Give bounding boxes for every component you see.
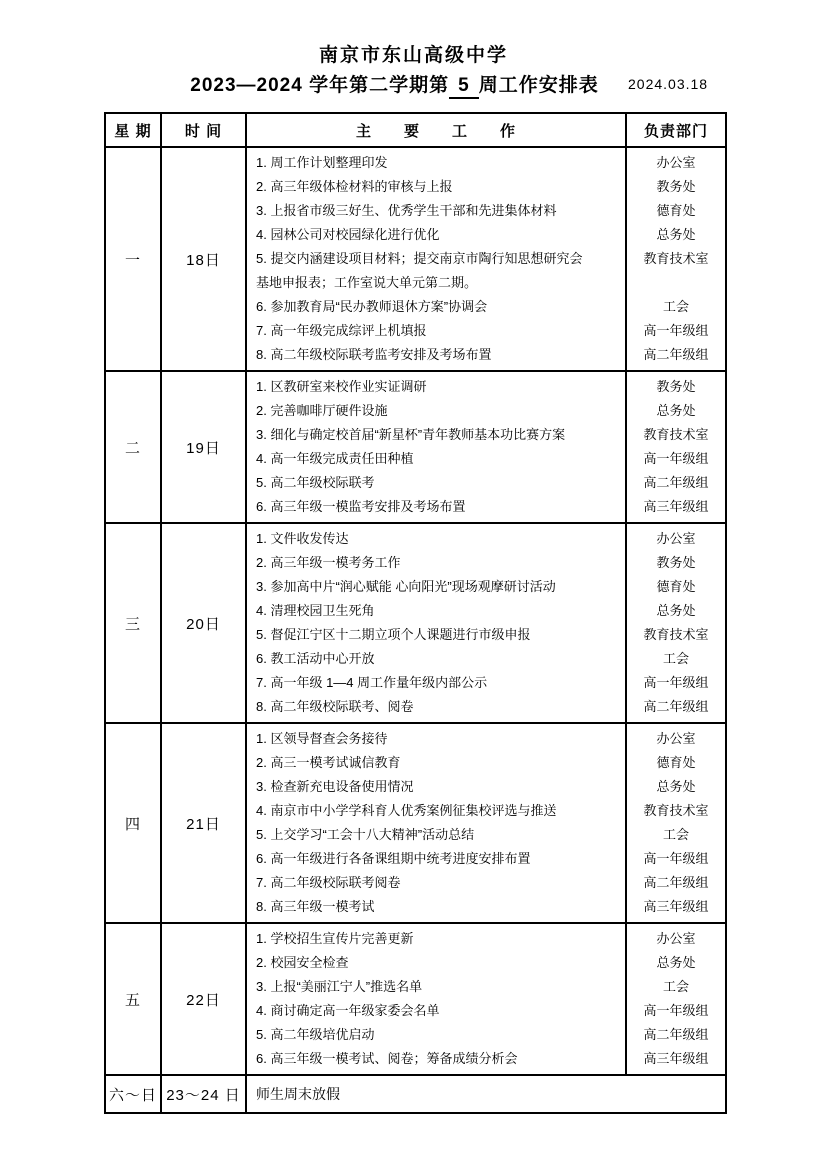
time-cell: 21日 [161,723,246,923]
dept-label: 德育处 [656,755,696,770]
dept-label: 高一年级组 [643,851,709,866]
dept-label: 办公室 [656,155,696,170]
weekday-cell: 五 [105,923,161,1075]
dept-cell [626,923,726,1075]
work-item: 1. 文件收发传达 [256,531,349,546]
subtitle-prefix: 2023—2024 学年第二学期第 [190,75,450,96]
dept-label: 高二年级组 [643,475,709,490]
dept-label: 高二年级组 [643,1027,709,1042]
dept-label: 高一年级组 [643,675,709,690]
day-row [105,371,726,523]
dept-label: 工会 [662,651,689,666]
dept-label: 高二年级组 [643,875,709,890]
work-item: 2. 校园安全检查 [256,955,349,970]
dept-label: 教务处 [656,379,696,394]
day-row [105,923,726,1075]
work-item: 3. 上报省市级三好生、优秀学生干部和先进集体材料 [256,203,557,218]
weekday-cell: 二 [105,371,161,523]
dept-label: 高二年级组 [643,699,709,714]
work-item: 1. 区领导督查会务接待 [256,731,388,746]
work-cell [246,923,626,1075]
work-item: 7. 高一年级 1—4 周工作量年级内部公示 [256,675,488,690]
dept-label: 总务处 [656,603,696,618]
weekday-cell: 四 [105,723,161,923]
dept-label: 总务处 [656,955,696,970]
dept-label: 高三年级组 [643,499,709,514]
dept-label: 高一年级组 [643,1003,709,1018]
weekday-cell: 一 [105,147,161,371]
dept-label: 总务处 [656,403,696,418]
doc-title: 南京市东山高级中学 [318,45,508,66]
col-header-weekday: 星 期 [105,113,161,147]
work-item: 1. 区教研室来校作业实证调研 [256,379,427,394]
work-item: 3. 检查新充电设备使用情况 [256,779,414,794]
work-cell [246,147,626,371]
dept-label: 教育技术室 [643,427,709,442]
col-header-work: 主 要 工 作 [246,113,626,147]
dept-label: 德育处 [656,579,696,594]
work-item: 2. 高三年级一模考务工作 [256,555,401,570]
work-cell [246,523,626,723]
work-item: 8. 高三年级一模考试 [256,899,375,914]
dept-label: 教育技术室 [643,251,709,266]
dept-label: 教育技术室 [643,627,709,642]
day-row [105,523,726,723]
col-header-dept: 负责部门 [626,113,726,147]
dept-cell [626,371,726,523]
dept-label: 教务处 [656,555,696,570]
dept-label: 高一年级组 [643,323,709,338]
dept-label: 工会 [662,299,689,314]
time-cell: 20日 [161,523,246,723]
work-item: 4. 高一年级完成责任田种植 [256,451,414,466]
dept-label: 高二年级组 [643,347,709,362]
weekday-cell: 三 [105,523,161,723]
work-item: 1. 周工作计划整理印发 [256,155,388,170]
dept-cell [626,523,726,723]
work-item: 1. 学校招生宣传片完善更新 [256,931,414,946]
work-item: 8. 高二年级校际联考监考安排及考场布置 [256,347,492,362]
weekend-row [105,1075,726,1113]
work-item: 4. 南京市中小学学科育人优秀案例征集校评选与推送 [256,803,557,818]
dept-cell [626,147,726,371]
work-schedule-table [104,112,727,1114]
work-item: 2. 高三年级体检材料的审核与上报 [256,179,453,194]
col-header-time: 时 间 [161,113,246,147]
work-item: 基地申报表；工作室说大单元第二期。 [256,275,478,290]
dept-label [627,271,725,295]
time-cell: 18日 [161,147,246,371]
day-row [105,147,726,371]
doc-date: 2024.03.18 [628,76,709,92]
time-cell: 22日 [161,923,246,1075]
dept-label: 高一年级组 [643,451,709,466]
work-item: 3. 参加高中片“润心赋能 心向阳光”现场观摩研讨活动 [256,579,556,594]
dept-label: 办公室 [656,531,696,546]
dept-cell [626,723,726,923]
work-item: 3. 上报“美丽江宁人”推选名单 [256,979,423,994]
work-item: 3. 细化与确定校首届“新星杯”青年教师基本功比赛方案 [256,427,566,442]
work-item: 5. 督促江宁区十二期立项个人课题进行市级申报 [256,627,531,642]
dept-label: 教育技术室 [643,803,709,818]
week-number: 5 [449,75,479,99]
dept-label: 办公室 [656,931,696,946]
work-cell [246,723,626,923]
work-item: 5. 提交内涵建设项目材料；提交南京市陶行知思想研究会 [256,251,583,266]
work-item: 6. 高三年级一模监考安排及考场布置 [256,499,466,514]
work-cell [246,371,626,523]
dept-label: 高三年级组 [643,899,709,914]
table-body [105,147,726,1113]
work-item: 5. 高二年级校际联考 [256,475,375,490]
header-row [105,113,726,147]
work-item: 6. 教工活动中心开放 [256,651,375,666]
dept-label: 总务处 [656,779,696,794]
dept-label: 教务处 [656,179,696,194]
dept-label: 总务处 [656,227,696,242]
dept-label: 德育处 [656,203,696,218]
time-cell: 23～24 日 [161,1075,246,1113]
dept-label: 高三年级组 [643,1051,709,1066]
work-item: 5. 上交学习“工会十八大精神”活动总结 [256,827,475,842]
dept-label: 办公室 [656,731,696,746]
dept-label: 工会 [662,827,689,842]
work-item: 6. 高三年级一模考试、阅卷；筹备成绩分析会 [256,1051,518,1066]
work-item: 7. 高二年级校际联考阅卷 [256,875,401,890]
work-item: 8. 高二年级校际联考、阅卷 [256,699,414,714]
dept-label: 工会 [662,979,689,994]
weekday-cell: 六～日 [105,1075,161,1113]
weekend-note-cell: 师生周末放假 [246,1075,726,1113]
work-item: 2. 完善咖啡厅硬件设施 [256,403,388,418]
work-item: 6. 参加教育局“民办教师退休方案”协调会 [256,299,488,314]
subtitle-suffix: 周工作安排表 [478,75,599,96]
work-item: 7. 高一年级完成综评上机填报 [256,323,427,338]
day-row [105,723,726,923]
work-item: 4. 商讨确定高一年级家委会名单 [256,1003,440,1018]
work-item: 6. 高一年级进行各备课组期中统考进度安排布置 [256,851,531,866]
work-item: 2. 高三一模考试诚信教育 [256,755,401,770]
time-cell: 19日 [161,371,246,523]
work-item: 4. 园林公司对校园绿化进行优化 [256,227,440,242]
work-item: 4. 清理校园卫生死角 [256,603,375,618]
work-item: 5. 高二年级培优启动 [256,1027,375,1042]
